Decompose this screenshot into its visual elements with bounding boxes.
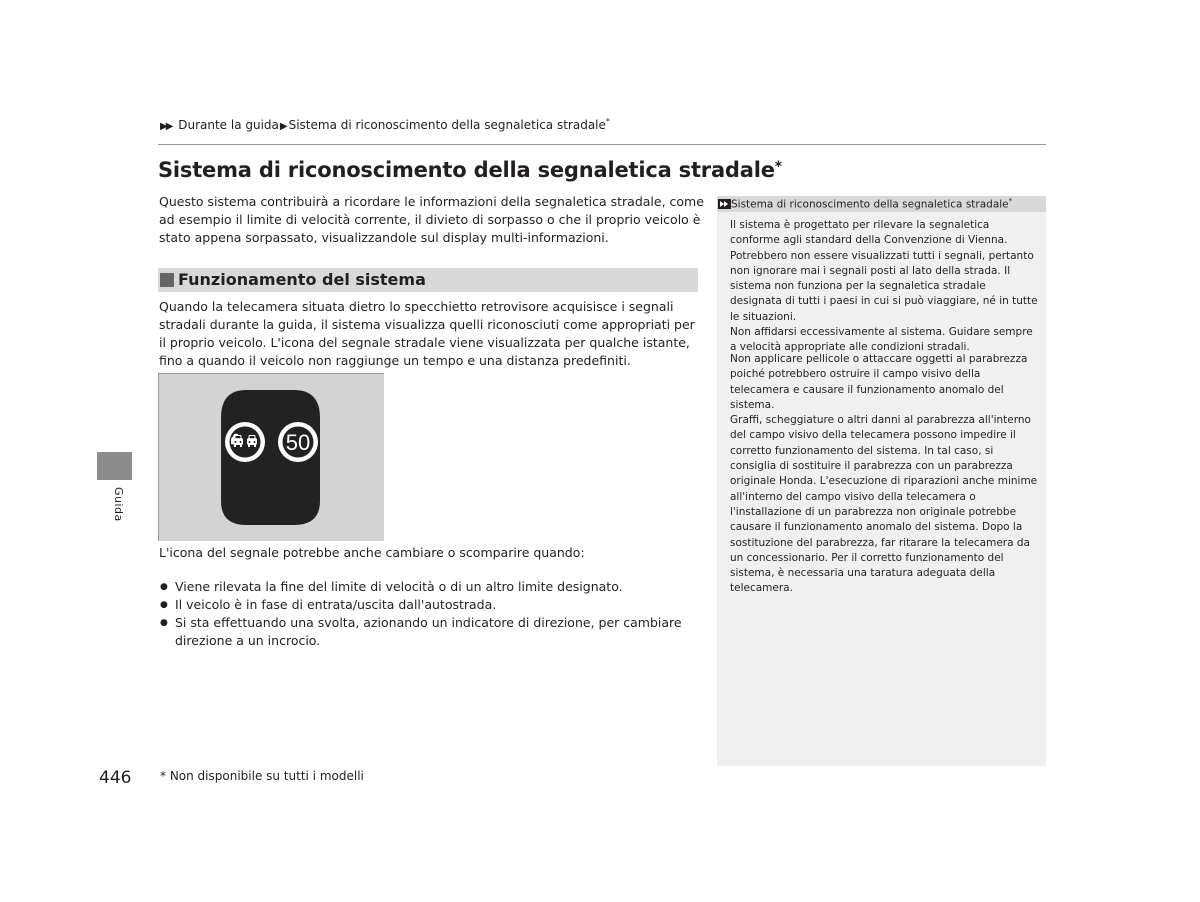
section-heading-bar (158, 268, 698, 292)
conditions-list (159, 578, 704, 650)
page-title-text: Sistema di riconoscimento della segnaletica stradale (158, 158, 775, 182)
notes-sidebar (717, 196, 1046, 766)
footnote: * Non disponibile su tutti i modelli (160, 769, 364, 783)
sidebar-paragraph-2 (730, 352, 1040, 597)
breadcrumb-part-2[interactable]: Sistema di riconoscimento della segnaletica stradale (288, 118, 606, 132)
no-overtaking-sign-icon (225, 422, 265, 462)
section-paragraph: Quando la telecamera situata dietro lo specchietto retrovisore acquisisce i segnali stradali durante la guida, il sistema visualizza quelli riconosciuti come appropriati per il proprio veicolo. L'icona del segnale stradale viene visualizzata per qualche istante, fino a quando il veicolo non raggiunge un tempo e una distanza predefiniti. (159, 299, 695, 368)
arrow-icon: ▶ (279, 121, 288, 132)
sidebar-paragraph-line: Non applicare pellicole o attaccare oggetti al parabrezza poiché potrebbero ostruire il campo visivo della telecamera e causare il funzionamento anomalo del sistema. (730, 353, 1028, 411)
sidebar-heading-bar (717, 196, 1046, 212)
sidebar-paragraph-line: Graffi, scheggiature o altri danni al parabrezza all'interno del campo visivo della telecamera possono impedire il corretto funzionamento del sistema. In tal caso, si consiglia di sostituire il parabrezza con un parabrezza originale Honda. L'esecuzione di riparazioni anche minime all'interno del campo visivo della telecamera o l'installazione di un parabrezza non originale potrebbe causare il funzionamento anomalo del sistema. Dopo la sostituzione del parabrezza, far ritarare la telecamera da un concessionario. Per il corretto funzionamento del sistema, è necessaria una taratura adeguata della telecamera. (730, 414, 1038, 595)
section-square-icon (160, 273, 174, 287)
double-arrow-icon: ▶▶ (160, 121, 172, 132)
chapter-tab[interactable] (97, 452, 132, 480)
breadcrumb-asterisk: * (605, 117, 610, 126)
sidebar-paragraph-1 (730, 218, 1040, 356)
display-illustration (158, 373, 384, 541)
sidebar-heading (731, 197, 1012, 211)
intro-paragraph: Questo sistema contribuirà a ricordare le informazioni della segnaletica stradale, come ad esempio il limite di velocità corrente, il divieto di sorpasso o che il proprio veicolo è stato appena sorpassato, visualizzandole sul display multi-informazioni. (159, 194, 704, 245)
section-heading: Funzionamento del sistema (178, 270, 426, 289)
sidebar-paragraph-line: Non affidarsi eccessivamente al sistema. Guidare sempre a velocità appropriate alle condizioni stradali. (730, 326, 1033, 354)
list-item: ● Si sta effettuando una svolta, azionando un indicatore di direzione, per cambiare direzione a un incrocio. (159, 614, 704, 650)
sidebar-heading-text: Sistema di riconoscimento della segnaletica stradale (731, 198, 1009, 211)
speed-limit-sign-icon (278, 422, 318, 462)
speed-limit-value: 50 (285, 430, 311, 455)
list-item: ● Viene rilevata la fine del limite di velocità o di un altro limite designato. (159, 578, 704, 596)
page-number: 446 (99, 768, 132, 788)
breadcrumb-part-1[interactable]: Durante la guida (178, 118, 279, 132)
chapter-label: Guida (112, 487, 125, 522)
sidebar-heading-asterisk: * (1008, 197, 1013, 205)
display-svg (158, 373, 384, 541)
change-intro: L'icona del segnale potrebbe anche cambiare o scomparire quando: (159, 545, 585, 560)
page-title (158, 158, 782, 182)
sidebar-paragraph-line: Il sistema è progettato per rilevare la segnaletica conforme agli standard della Convenzione di Vienna. Potrebbero non essere visualizzati tutti i segnali, pertanto non ignorare mai i segnali posti al lato della strada. Il sistema non funziona per la segnaletica stradale designata di tutti i paesi in cui si può viaggiare, né in tutte le situazioni. (730, 219, 1038, 323)
header-rule (158, 144, 1046, 145)
page-title-asterisk: * (774, 159, 782, 175)
breadcrumb (160, 117, 610, 132)
double-arrow-box-icon (718, 199, 731, 209)
list-item: ● Il veicolo è in fase di entrata/uscita dall'autostrada. (159, 596, 704, 614)
